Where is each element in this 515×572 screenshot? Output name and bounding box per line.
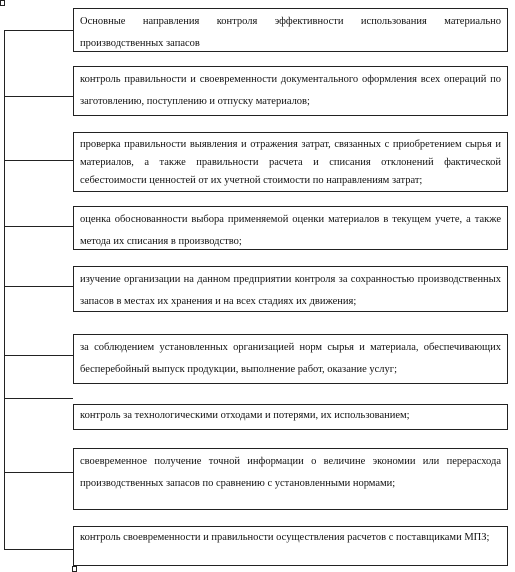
item-text-7: своевременное получение точной информации о величине экономии или перерасхода производственных запасов по сравнению с установленными нормами; — [80, 456, 501, 489]
item-box-1 — [73, 66, 508, 116]
connector-item-5 — [4, 355, 73, 356]
item-text-1: контроль правильности и своевременности документального оформления всех операций по заготовлению, поступлению и отпуску материалов; — [80, 74, 501, 107]
item-box-4 — [73, 266, 508, 312]
corner-marker-bottom — [72, 566, 77, 572]
connector-header — [4, 30, 73, 31]
connector-item-6 — [4, 398, 73, 399]
item-text-2: проверка правильности выявления и отражения затрат, связанных с приобретением сырья и материалов, а также правильности расчета и списания отклонений фактической себестоимости ценностей от их учетной стоимости по направлениям затрат; — [80, 139, 501, 186]
connector-item-3 — [4, 226, 73, 227]
connector-item-2 — [4, 160, 73, 161]
item-box-8 — [73, 526, 508, 566]
connector-item-1 — [4, 96, 73, 97]
item-text-6: контроль за технологическими отходами и потерями, их использованием; — [80, 410, 410, 421]
item-box-2 — [73, 132, 508, 192]
item-text-8: контроль своевременности и правильности осуществления расчетов с поставщиками МПЗ; — [80, 532, 490, 543]
connector-item-7 — [4, 472, 73, 473]
item-text-4: изучение организации на данном предприятии контроля за сохранностью производственных запасов в местах их хранения и на всех стадиях их движения; — [80, 274, 501, 307]
corner-marker-top — [0, 0, 5, 6]
item-box-3 — [73, 206, 508, 250]
item-box-5 — [73, 334, 508, 384]
item-box-6 — [73, 404, 508, 430]
header-box — [73, 8, 508, 52]
connector-item-4 — [4, 286, 73, 287]
connector-item-8 — [4, 549, 73, 550]
header-text: Основные направления контроля эффективности использования материально производственных запасов — [80, 16, 501, 49]
item-text-5: за соблюдением установленных организацией норм сырья и материала, обеспечивающих бесперебойный выпуск продукции, выполнение работ, оказание услуг; — [80, 342, 501, 375]
item-box-7 — [73, 448, 508, 510]
item-text-3: оценка обоснованности выбора применяемой оценки материалов в текущем учете, а также метода их списания в производство; — [80, 214, 501, 247]
